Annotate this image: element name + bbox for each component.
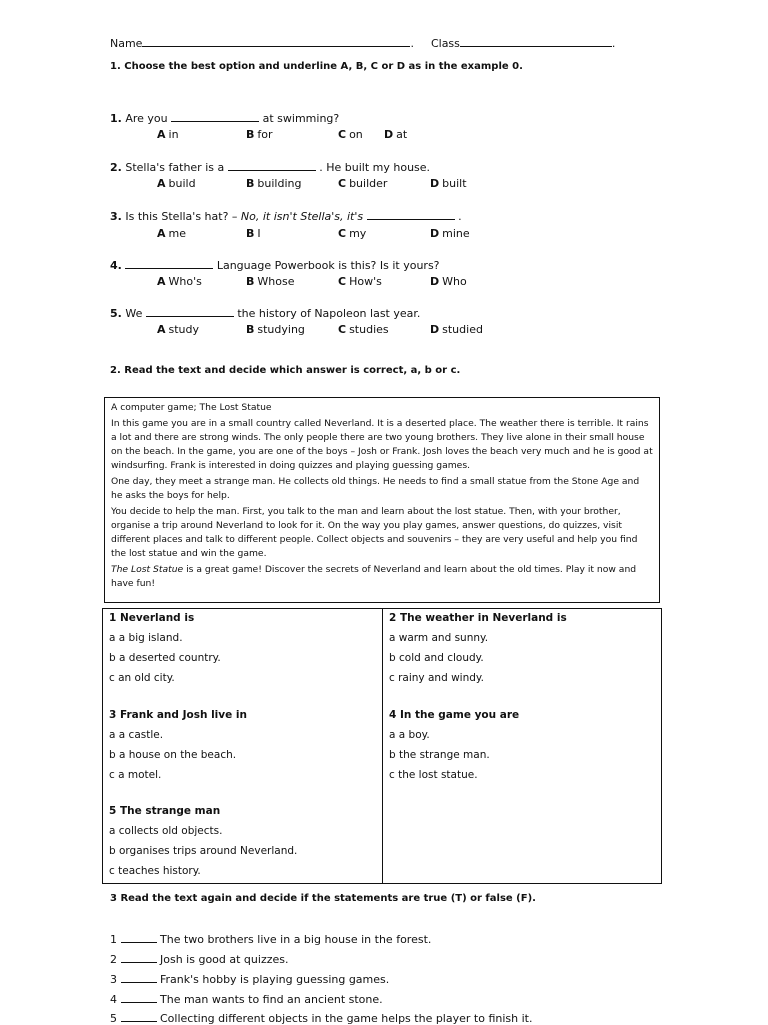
tf-blank[interactable] (121, 1012, 157, 1022)
question-4: 4. Language Powerbook is this? Is it yours? (110, 259, 440, 272)
item-heading: 3 Frank and Josh live in (109, 709, 247, 721)
name-field[interactable] (142, 37, 410, 47)
reading-paragraph: One day, they meet a strange man. He collects old things. He needs to find a small statue from the Stone Age and he asks the boys for help. (111, 476, 640, 501)
table-divider (382, 609, 383, 883)
reading-title: A computer game; The Lost Statue (111, 402, 272, 413)
option-d[interactable]: D at (384, 128, 408, 141)
option-a[interactable]: A study (157, 323, 200, 336)
choice-b[interactable]: b a deserted country. (109, 652, 221, 664)
choice-a[interactable]: a collects old objects. (109, 825, 223, 837)
option-b[interactable]: B I (246, 227, 261, 240)
item-heading: 4 In the game you are (389, 709, 520, 721)
choice-c[interactable]: c rainy and windy. (389, 672, 484, 684)
choice-a[interactable]: a a big island. (109, 632, 183, 644)
option-c[interactable]: C studies (338, 323, 389, 336)
option-a[interactable]: A in (157, 128, 179, 141)
section2-title: 2. Read the text and decide which answer is correct, a, b or c. (110, 365, 461, 376)
name-label: Name (110, 37, 143, 50)
option-b[interactable]: B studying (246, 323, 305, 336)
answer-blank[interactable] (125, 259, 213, 269)
class-field[interactable] (460, 37, 612, 47)
reading-paragraph: In this game you are in a small country called Neverland. It is a deserted place. The weather there is terrible. It rains a lot and there are strong winds. The only people there are two young brothers. They live alone in their small house on the beach. In the game, you are one of the boys – Josh or Frank. Josh loves the beach very much and he is good at windsurfing. Frank is interested in doing quizzes and playing guessing games. (111, 418, 653, 471)
class-label: Class (430, 37, 460, 50)
question-5: 5. We the history of Napoleon last year. (110, 307, 421, 320)
option-c[interactable]: C builder (338, 177, 388, 190)
tf-blank[interactable] (121, 973, 157, 983)
option-c[interactable]: C How's (338, 275, 382, 288)
option-b[interactable]: B building (246, 177, 302, 190)
choice-a[interactable]: a a castle. (109, 729, 164, 741)
choice-a[interactable]: a warm and sunny. (389, 632, 489, 644)
name-row: Name . Class . (110, 37, 616, 50)
choice-b[interactable]: b organises trips around Neverland. (109, 845, 298, 857)
statement-row: 1 The two brothers live in a big house in the forest. (110, 933, 432, 946)
choice-c[interactable]: c an old city. (109, 672, 175, 684)
item-heading: 2 The weather in Neverland is (389, 612, 567, 624)
tf-blank[interactable] (121, 933, 157, 943)
question-3: 3. Is this Stella's hat? – No, it isn't Stella's, it's . (110, 210, 462, 223)
item-heading: 1 Neverland is (109, 612, 195, 624)
option-c[interactable]: C my (338, 227, 367, 240)
tf-blank[interactable] (121, 993, 157, 1003)
statement-row: 3 Frank's hobby is playing guessing games. (110, 973, 390, 986)
option-a[interactable]: A Who's (157, 275, 202, 288)
option-c[interactable]: C on (338, 128, 363, 141)
answer-table (102, 608, 662, 884)
option-d[interactable]: D mine (430, 227, 470, 240)
choice-b[interactable]: b cold and cloudy. (389, 652, 484, 664)
answer-blank[interactable] (228, 161, 316, 171)
statement-row: 2 Josh is good at quizzes. (110, 953, 289, 966)
statement-row: 4 The man wants to find an ancient stone. (110, 993, 383, 1006)
item-heading: 5 The strange man (109, 805, 221, 817)
choice-c[interactable]: c teaches history. (109, 865, 201, 877)
tf-blank[interactable] (121, 953, 157, 963)
option-d[interactable]: D Who (430, 275, 467, 288)
reading-paragraph: You decide to help the man. First, you talk to the man and learn about the lost statue. Then, with your brother, organise a trip around Neverland to look for it. On the way you play games, answer questions, do quizzes, visit different places and talk to different people. Collect objects and souvenirs – they are very useful and help you find the lost statue and win the game. (111, 506, 638, 559)
option-d[interactable]: D built (430, 177, 467, 190)
choice-b[interactable]: b a house on the beach. (109, 749, 237, 761)
question-2: 2. Stella's father is a . He built my house. (110, 161, 431, 174)
reading-paragraph: The Lost Statue is a great game! Discover the secrets of Neverland and learn about the old times. Play it now and have fun! (111, 564, 637, 589)
option-a[interactable]: A build (157, 177, 196, 190)
reading-text-box (104, 397, 660, 603)
option-b[interactable]: B for (246, 128, 273, 141)
choice-c[interactable]: c a motel. (109, 769, 162, 781)
question-1: 1. Are you at swimming? (110, 112, 340, 125)
choice-a[interactable]: a a boy. (389, 729, 430, 741)
choice-b[interactable]: b the strange man. (389, 749, 490, 761)
choice-c[interactable]: c the lost statue. (389, 769, 478, 781)
answer-blank[interactable] (171, 112, 259, 122)
statement-row: 5 Collecting different objects in the game helps the player to finish it. (110, 1012, 533, 1025)
option-b[interactable]: B Whose (246, 275, 295, 288)
answer-blank[interactable] (367, 210, 455, 220)
answer-blank[interactable] (146, 307, 234, 317)
option-a[interactable]: A me (157, 227, 186, 240)
section1-title: 1. Choose the best option and underline A, B, C or D as in the example 0. (110, 61, 523, 72)
option-d[interactable]: D studied (430, 323, 483, 336)
section3-title: 3 Read the text again and decide if the statements are true (T) or false (F). (110, 893, 536, 904)
